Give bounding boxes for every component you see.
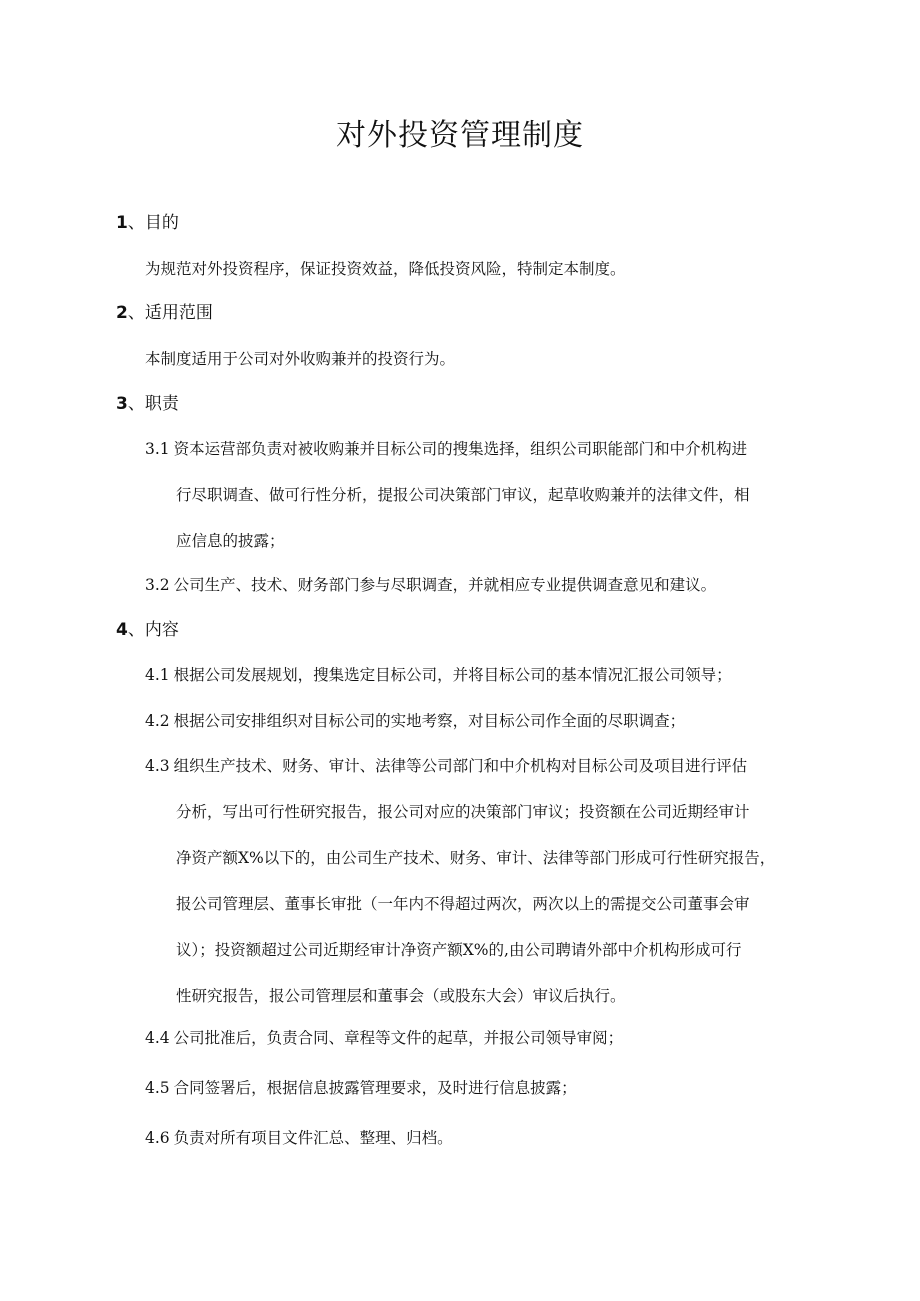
section-title: 职责 — [144, 394, 179, 414]
clause-3-2 — [145, 574, 815, 620]
clause-text: 负责对所有项目文件汇总、整理、归档。 — [173, 1129, 453, 1147]
clause-4-4 — [145, 1027, 815, 1073]
section-number: 3 — [116, 394, 128, 414]
clause-4-1 — [145, 664, 815, 710]
clause-4-6 — [145, 1127, 815, 1173]
clause-4-2 — [145, 710, 815, 756]
clause-line: 净资产额X%以下的，由公司生产技术、财务、审计、法律等部门形成可行性研究报告， — [176, 849, 776, 867]
clause-text: 公司生产、技术、财务部门参与尽职调查，并就相应专业提供调查意见和建议。 — [173, 576, 717, 594]
clause-line: 议）；投资额超过公司近期经审计净资产额X%的,由公司聘请外部中介机构形成可行 — [176, 941, 742, 959]
clause-text: 组织生产技术、财务、审计、法律等公司部门和中介机构对目标公司及项目进行评估 — [173, 757, 748, 775]
section-text-scope: 本制度适用于公司对外收购兼并的投资行为。 — [145, 350, 456, 368]
section-separator: 、 — [127, 620, 145, 640]
clause-label: 4.2 — [145, 712, 170, 730]
clause-line — [145, 438, 815, 484]
section-separator: 、 — [127, 213, 145, 233]
section-separator: 、 — [127, 303, 145, 323]
section-number: 2 — [116, 303, 128, 323]
clause-4-3 — [145, 755, 815, 1031]
clause-3-1 — [145, 438, 815, 576]
section-text-purpose: 为规范对外投资程序，保证投资效益，降低投资风险，特制定本制度。 — [145, 260, 626, 278]
clause-text: 根据公司发展规划，搜集选定目标公司，并将目标公司的基本情况汇报公司领导； — [173, 666, 732, 684]
section-heading-content — [116, 619, 179, 641]
section-heading-purpose — [116, 212, 179, 234]
clause-text: 资本运营部负责对被收购兼并目标公司的搜集选择，组织公司职能部门和中介机构进 — [173, 440, 748, 458]
clause-line — [145, 664, 815, 710]
section-heading-responsibilities — [116, 393, 179, 415]
section-title: 目的 — [144, 213, 179, 233]
clause-label: 3.2 — [145, 576, 170, 594]
clause-text: 根据公司安排组织对目标公司的实地考察，对目标公司作全面的尽职调查； — [173, 712, 686, 730]
section-number: 4 — [116, 620, 128, 640]
section-title: 适用范围 — [144, 303, 213, 323]
section-separator: 、 — [127, 394, 145, 414]
clause-label: 4.1 — [145, 666, 170, 684]
clause-line: 性研究报告，报公司管理层和董事会（或股东大会）审议后执行。 — [176, 987, 626, 1005]
clause-label: 4.3 — [145, 757, 170, 775]
clause-label: 4.6 — [145, 1129, 170, 1147]
clause-label: 4.5 — [145, 1079, 170, 1097]
clause-text: 公司批准后，负责合同、章程等文件的起草，并报公司领导审阅； — [173, 1029, 624, 1047]
clause-4-5 — [145, 1077, 815, 1123]
clause-line — [145, 1077, 815, 1123]
clause-line: 行尽职调查、做可行性分析，提报公司决策部门审议，起草收购兼并的法律文件，相 — [176, 486, 750, 504]
clause-line — [145, 755, 815, 801]
clause-line — [145, 1127, 815, 1173]
document-title: 对外投资管理制度 — [336, 118, 584, 153]
clause-line: 报公司管理层、董事长审批（一年内不得超过两次，两次以上的需提交公司董事会审 — [176, 895, 750, 913]
clause-line: 分析，写出可行性研究报告，报公司对应的决策部门审议；投资额在公司近期经审计 — [176, 803, 750, 821]
clause-line — [145, 574, 815, 620]
clause-line — [145, 710, 815, 756]
section-heading-scope — [116, 302, 213, 324]
clause-line: 应信息的披露； — [176, 532, 285, 550]
clause-line — [145, 1027, 815, 1073]
clause-text: 合同签署后，根据信息披露管理要求，及时进行信息披露； — [173, 1079, 577, 1097]
clause-label: 4.4 — [145, 1029, 170, 1047]
section-number: 1 — [116, 213, 128, 233]
clause-label: 3.1 — [145, 440, 170, 458]
section-title: 内容 — [144, 620, 179, 640]
